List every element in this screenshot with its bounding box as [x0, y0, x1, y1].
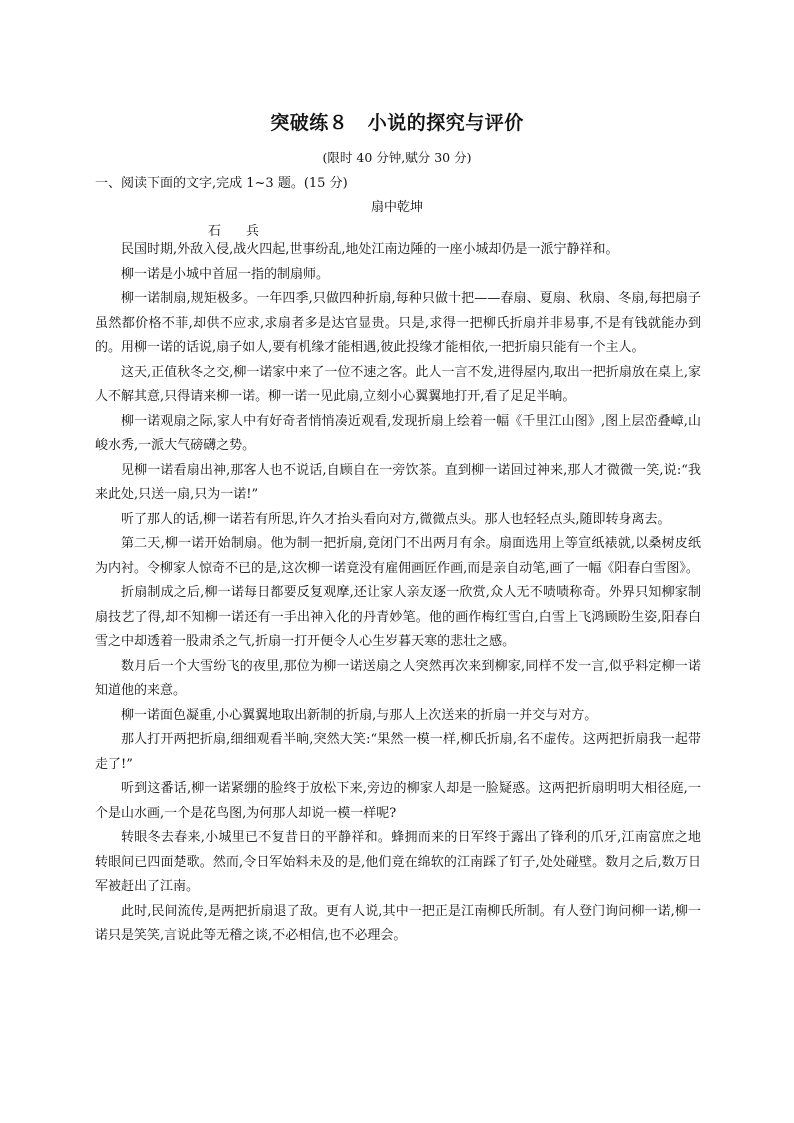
- paragraph: 转眼冬去春来,小城里已不复昔日的平静祥和。蜂拥而来的日军终于露出了锋利的爪牙,江南富庶之地转眼间已四面楚歌。然而,令日军始料未及的是,他们竟在绵软的江南踩了钉子,处处碰壁。数月之后,数万日军被赶出了江南。: [95, 830, 701, 894]
- story-title: 扇中乾坤: [370, 200, 423, 215]
- story-body: [95, 238, 701, 949]
- paragraph: 听了那人的话,柳一诺若有所思,许久才抬头看向对方,微微点头。那人也轻轻点头,随即转身离去。: [121, 511, 671, 527]
- paragraph: 这天,正值秋冬之交,柳一诺家中来了一位不速之客。此人一言不发,进得屋内,取出一把折扇放在桌上,家人不解其意,只得请来柳一诺。柳一诺一见此扇,立刻小心翼翼地打开,看了足足半晌。: [95, 364, 701, 404]
- paragraph: 民国时期,外敌入侵,战火四起,世事纷乱,地处江南边陲的一座小城却仍是一派宁静祥和。: [121, 242, 619, 257]
- paragraph: 见柳一诺看扇出神,那客人也不说话,自顾自在一旁饮茶。直到柳一诺回过神来,那人才微微一笑,说:“我来此处,只送一扇,只为一诺!”: [95, 462, 701, 502]
- paragraph: 听到这番话,柳一诺紧绷的脸终于放松下来,旁边的柳家人却是一脸疑惑。这两把折扇明明大相径庭,一个是山水画,一个是花鸟图,为何那人却说一模一样呢?: [95, 781, 701, 821]
- paragraph: 那人打开两把折扇,细细观看半晌,突然大笑:“果然一模一样,柳氏折扇,名不虚传。这两把折扇我一起带走了!”: [95, 732, 701, 772]
- paragraph: 折扇制成之后,柳一诺每日都要反复观摩,还让家人亲友逐一欣赏,众人无不啧啧称奇。外界只知柳家制扇技艺了得,却不知柳一诺还有一手出神入化的丹青妙笔。他的画作梅红雪白,白雪上飞鸿顾盼生姿,阳春白雪之中却透着一股肃杀之气,折扇一打开便令人心生岁暮天寒的悲壮之感。: [95, 585, 701, 649]
- paragraph: 柳一诺是小城中首屈一指的制扇师。: [121, 266, 330, 282]
- paragraph: 第二天,柳一诺开始制扇。他为制一把折扇,竟闭门不出两月有余。扇面选用上等宣纸裱就,以桑树皮纸为内衬。令柳家人惊奇不已的是,这次柳一诺竟没有雇佣画匠作画,而是亲自动笔,画了一幅《阳春白雪图》。: [95, 536, 701, 576]
- paragraph: 柳一诺观扇之际,家人中有好奇者悄悄凑近观看,发现折扇上绘着一幅《千里江山图》,图上层峦叠嶂,山峻水秀,一派大气磅礴之势。: [95, 413, 701, 453]
- paragraph: 柳一诺制扇,规矩极多。一年四季,只做四种折扇,每种只做十把——春扇、夏扇、秋扇、冬扇,每把扇子虽然都价格不菲,却供不应求,求扇者多是达官显贵。只是,求得一把柳氏折扇并非易事,不是有钱就能办到的。用柳一诺的话说,扇子如人,要有机缘才能相遇,彼此投缘才能相依,一把折扇只能有一个主人。: [95, 291, 701, 355]
- story-author: 石 兵: [208, 224, 266, 239]
- paragraph: 此时,民间流传,是两把折扇退了敌。更有人说,其中一把正是江南柳氏所制。有人登门询问柳一诺,柳一诺只是笑笑,言说此等无稽之谈,不必相信,也不必理会。: [95, 903, 701, 943]
- page-title: 突破练８ 小说的探究与评价: [270, 112, 524, 134]
- paragraph: 数月后一个大雪纷飞的夜里,那位为柳一诺送扇之人突然再次来到柳家,同样不发一言,似乎料定柳一诺知道他的来意。: [95, 658, 701, 698]
- section-heading: 一、阅读下面的文字,完成 1~3 题。(15 分): [95, 176, 348, 191]
- time-limit-note: (限时 40 分钟,赋分 30 分): [322, 150, 472, 165]
- paragraph: 柳一诺面色凝重,小心翼翼地取出新制的折扇,与那人上次送来的折扇一并交与对方。: [121, 707, 598, 723]
